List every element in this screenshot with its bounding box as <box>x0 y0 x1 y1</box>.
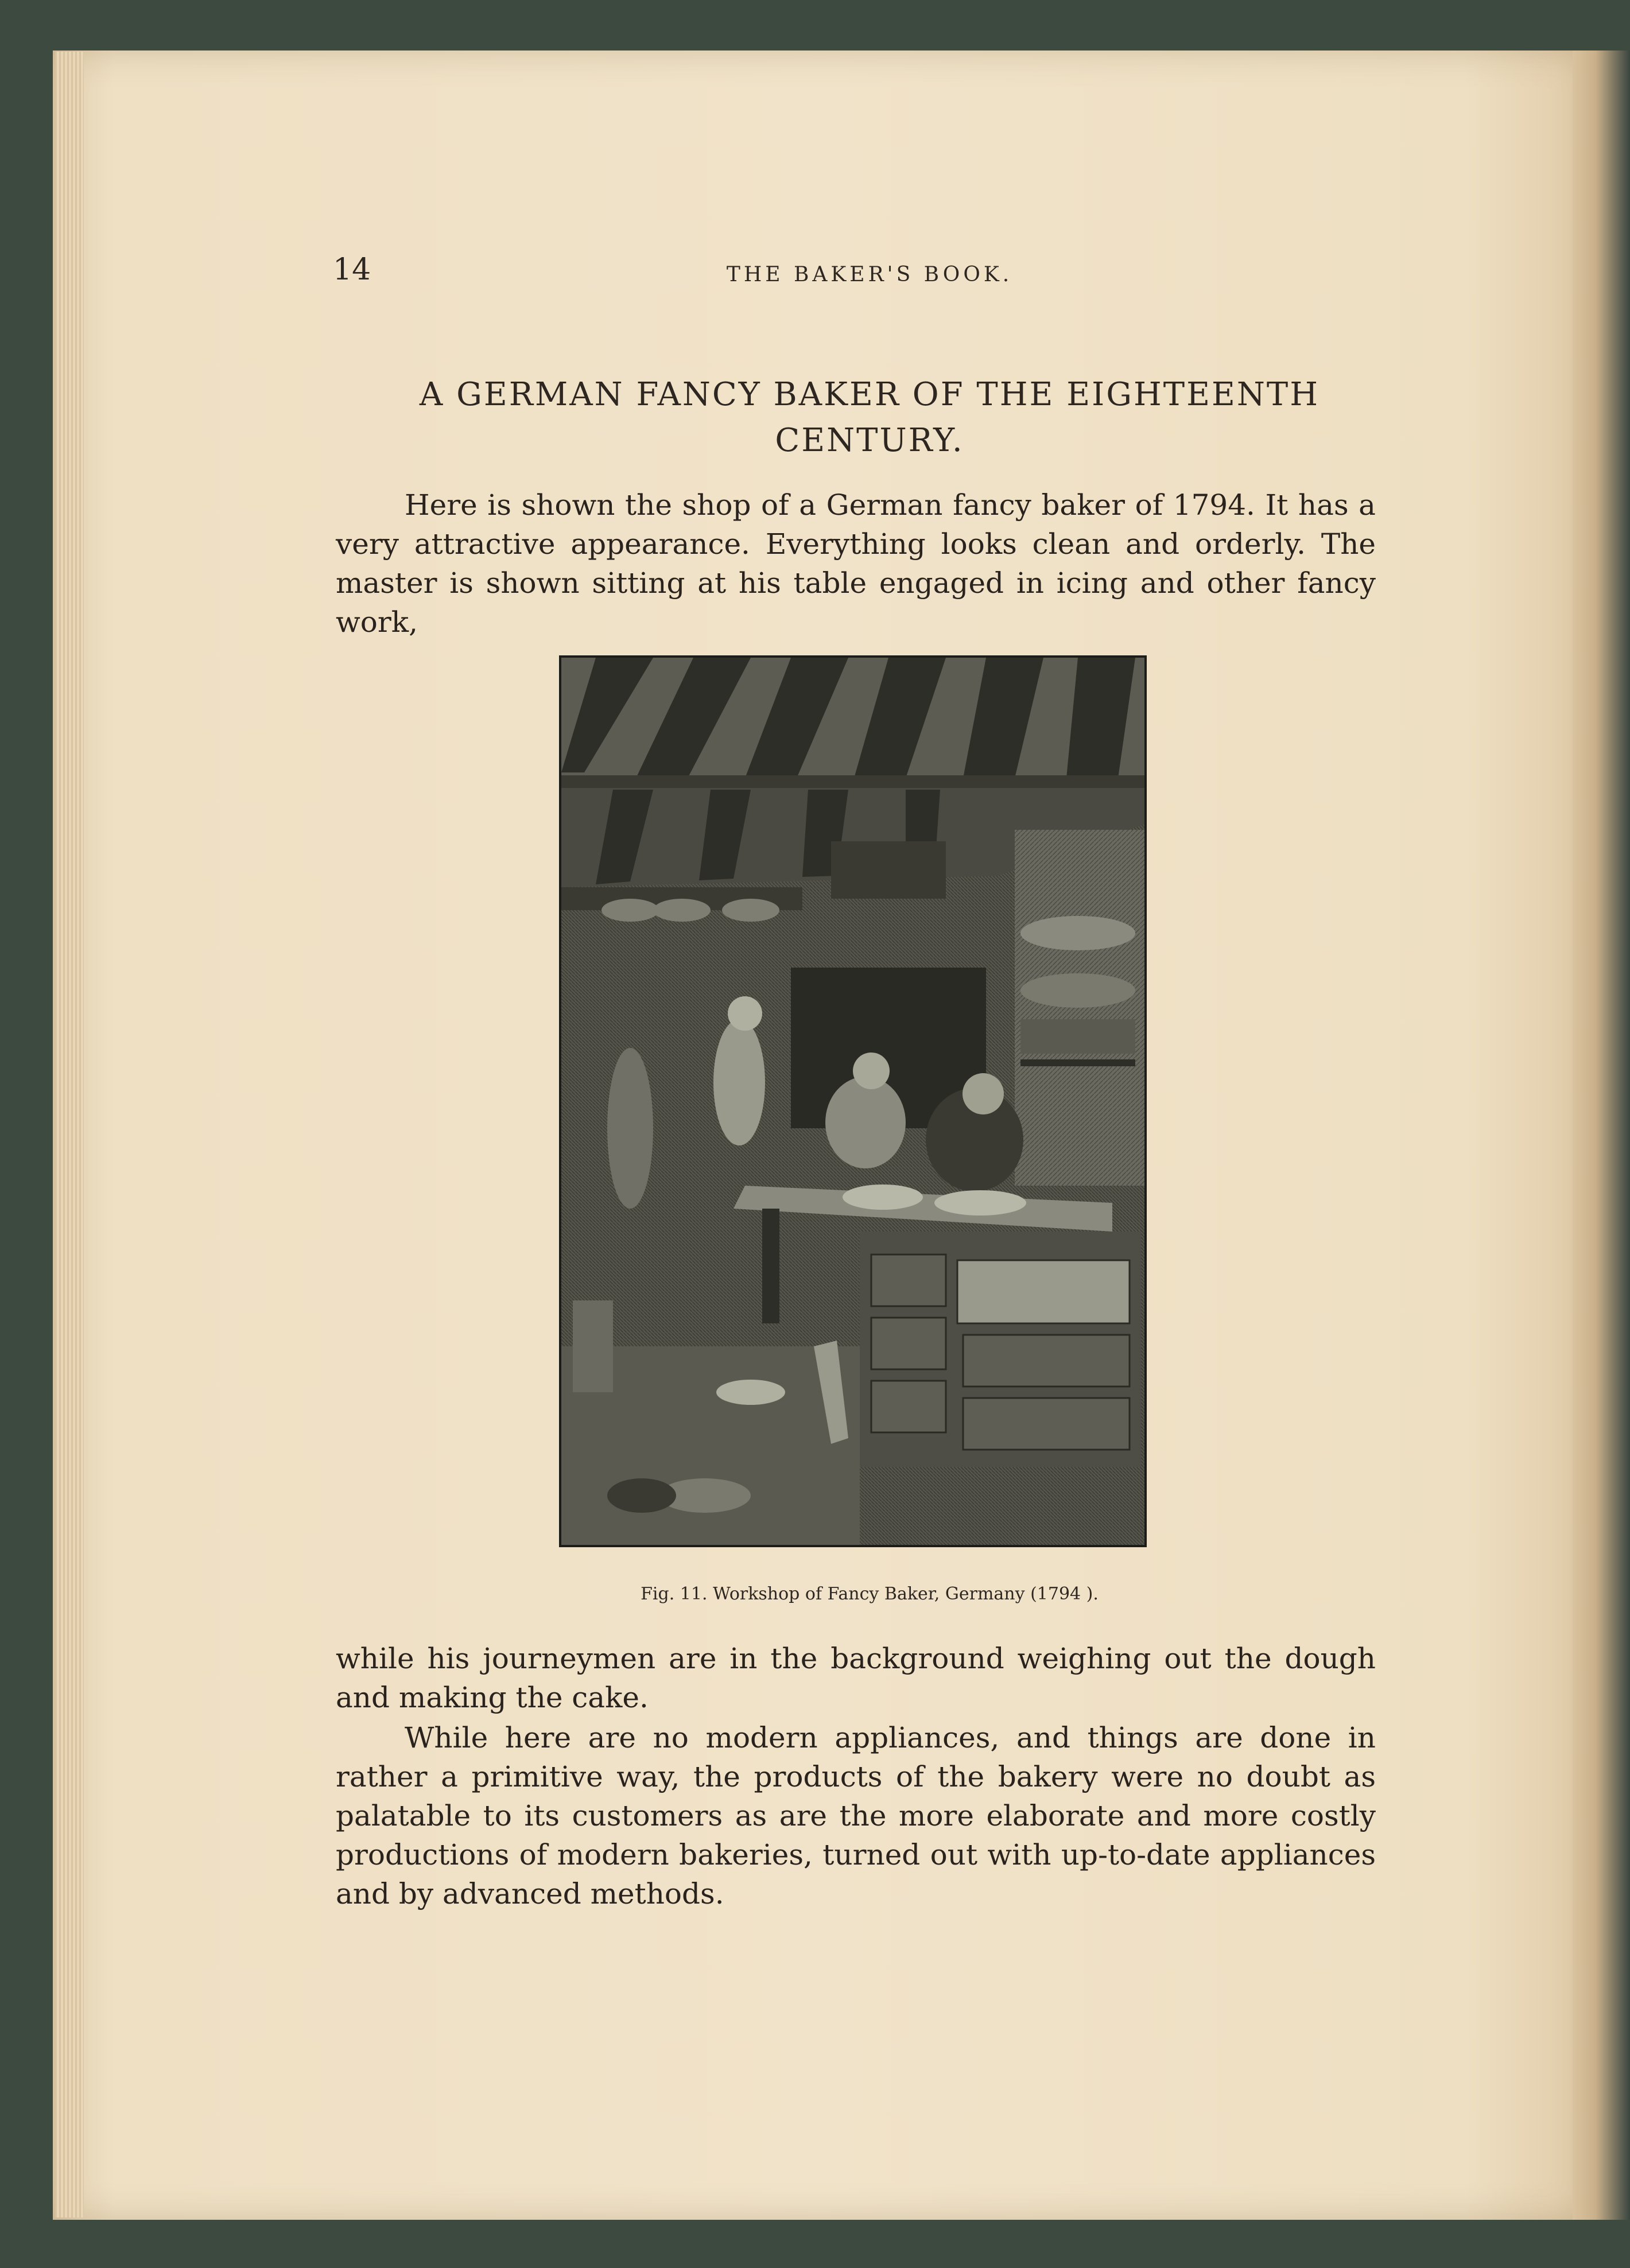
workshop-engraving <box>561 658 1144 1545</box>
section-title: A GERMAN FANCY BAKER OF THE EIGHTEENTH CENTURY. <box>419 376 1320 459</box>
page-number: 14 <box>333 253 371 287</box>
engraving-illustration <box>559 655 1147 1547</box>
ceiling-beams <box>561 658 1144 788</box>
paragraph-1: Here is shown the shop of a German fancy baker of 1794. It has a very attractive appearance. Everything looks clean and orderly. The master is shown sitting at his table engaged in icing and other fancy work, <box>336 488 1376 639</box>
paragraph-2: while his journeymen are in the background weighing out the dough and making the cake. <box>336 1642 1376 1714</box>
paragraph-3: While here are no modern appliances, and things are done in rather a primitive way, the products of the bakery were no doubt as palatable to its customers as are the more elaborate and more costly productions of modern bakeries, turned out with up-to-date appliances and by advanced methods. <box>336 1721 1376 1910</box>
running-title: THE BAKER'S BOOK. <box>726 263 1013 286</box>
shelves-right <box>1015 830 1144 1186</box>
chest-of-drawers <box>860 1232 1141 1467</box>
figure-caption: Fig. 11. Workshop of Fancy Baker, Germany (1794 ). <box>641 1584 1099 1604</box>
running-head <box>333 253 1406 298</box>
